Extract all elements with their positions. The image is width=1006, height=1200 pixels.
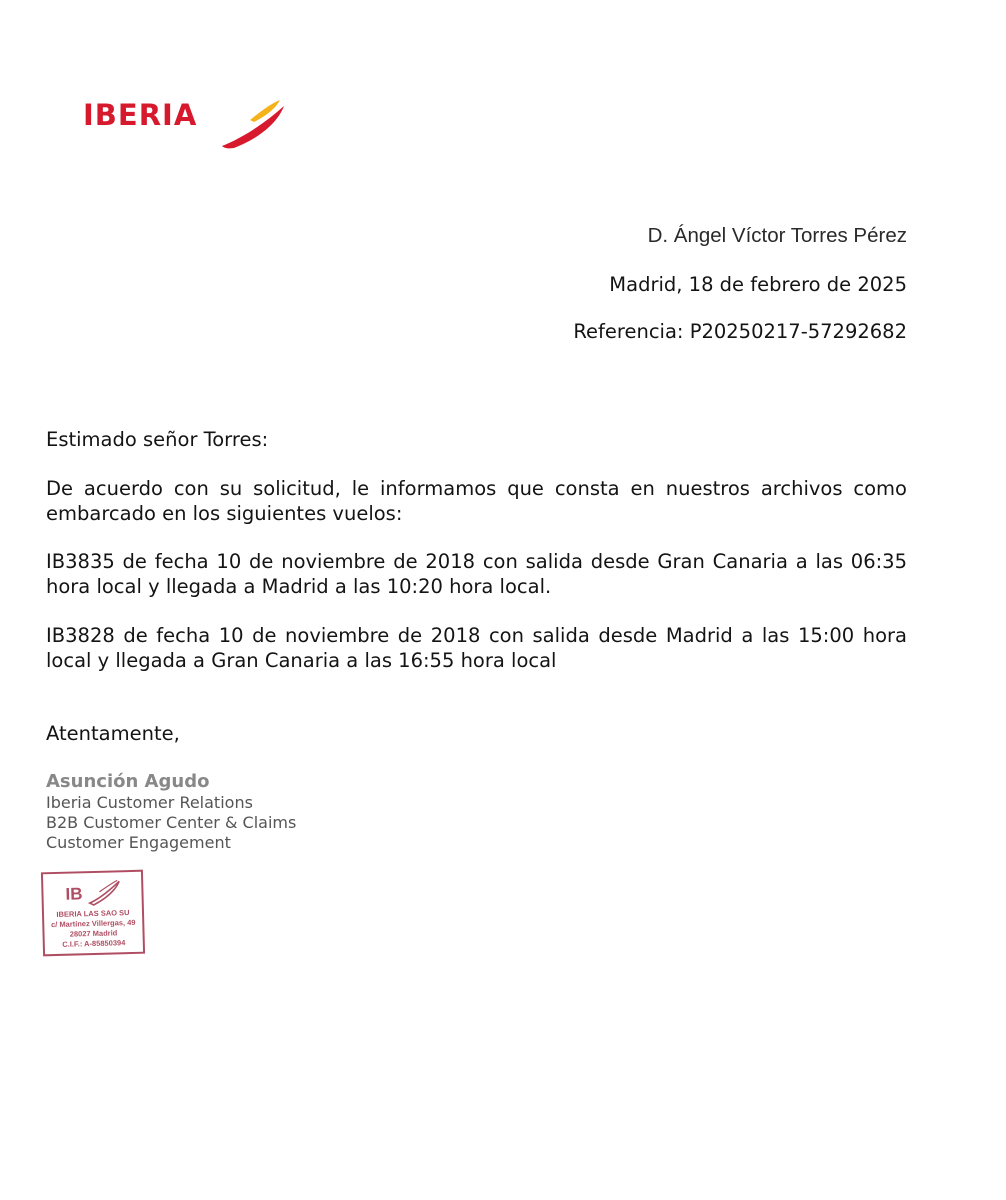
intro-paragraph: De acuerdo con su solicitud, le informamos que consta en nuestros archivos como embarcado en los siguientes vuelos: (46, 477, 907, 525)
iberia-logo (80, 98, 290, 150)
logo-wordmark: IBERIA (83, 98, 198, 132)
stamp-logo-icon (63, 878, 122, 908)
recipient-name: D. Ángel Víctor Torres Pérez (647, 224, 907, 247)
stamp-mark-text: IB (65, 884, 83, 904)
flight-paragraph-1: IB3835 de fecha 10 de noviembre de 2018 con salida desde Gran Canaria a las 06:35 hora local y llegada a Madrid a las 10:20 hora local. (46, 550, 907, 598)
letter-header (573, 224, 907, 343)
signer-team: Customer Engagement (46, 833, 231, 852)
letter-date: Madrid, 18 de febrero de 2025 (609, 272, 907, 296)
company-stamp (41, 870, 145, 957)
salutation: Estimado señor Torres: (46, 428, 269, 451)
signer-name: Asunción Agudo (46, 771, 210, 792)
stamp-cif: C.I.F.: A-85850394 (62, 938, 126, 949)
signature-block (46, 771, 296, 853)
reference-number: Referencia: P20250217-57292682 (573, 319, 907, 343)
stamp-address (44, 908, 143, 951)
flight-paragraph-2: IB3828 de fecha 10 de noviembre de 2018 con salida desde Madrid a las 15:00 hora local y llegada a Gran Canaria a las 16:55 hora local (46, 624, 907, 672)
signer-unit: B2B Customer Center & Claims (46, 813, 297, 832)
signer-department: Iberia Customer Relations (46, 793, 253, 812)
stamp-company: IBERIA LAS SAO SU (56, 908, 130, 919)
iberia-wing-icon (220, 98, 286, 150)
stamp-street: c/ Martínez Villergas, 49 (50, 917, 136, 930)
stamp-city: 28027 Madrid (69, 928, 118, 939)
closing: Atentamente, (46, 722, 180, 745)
